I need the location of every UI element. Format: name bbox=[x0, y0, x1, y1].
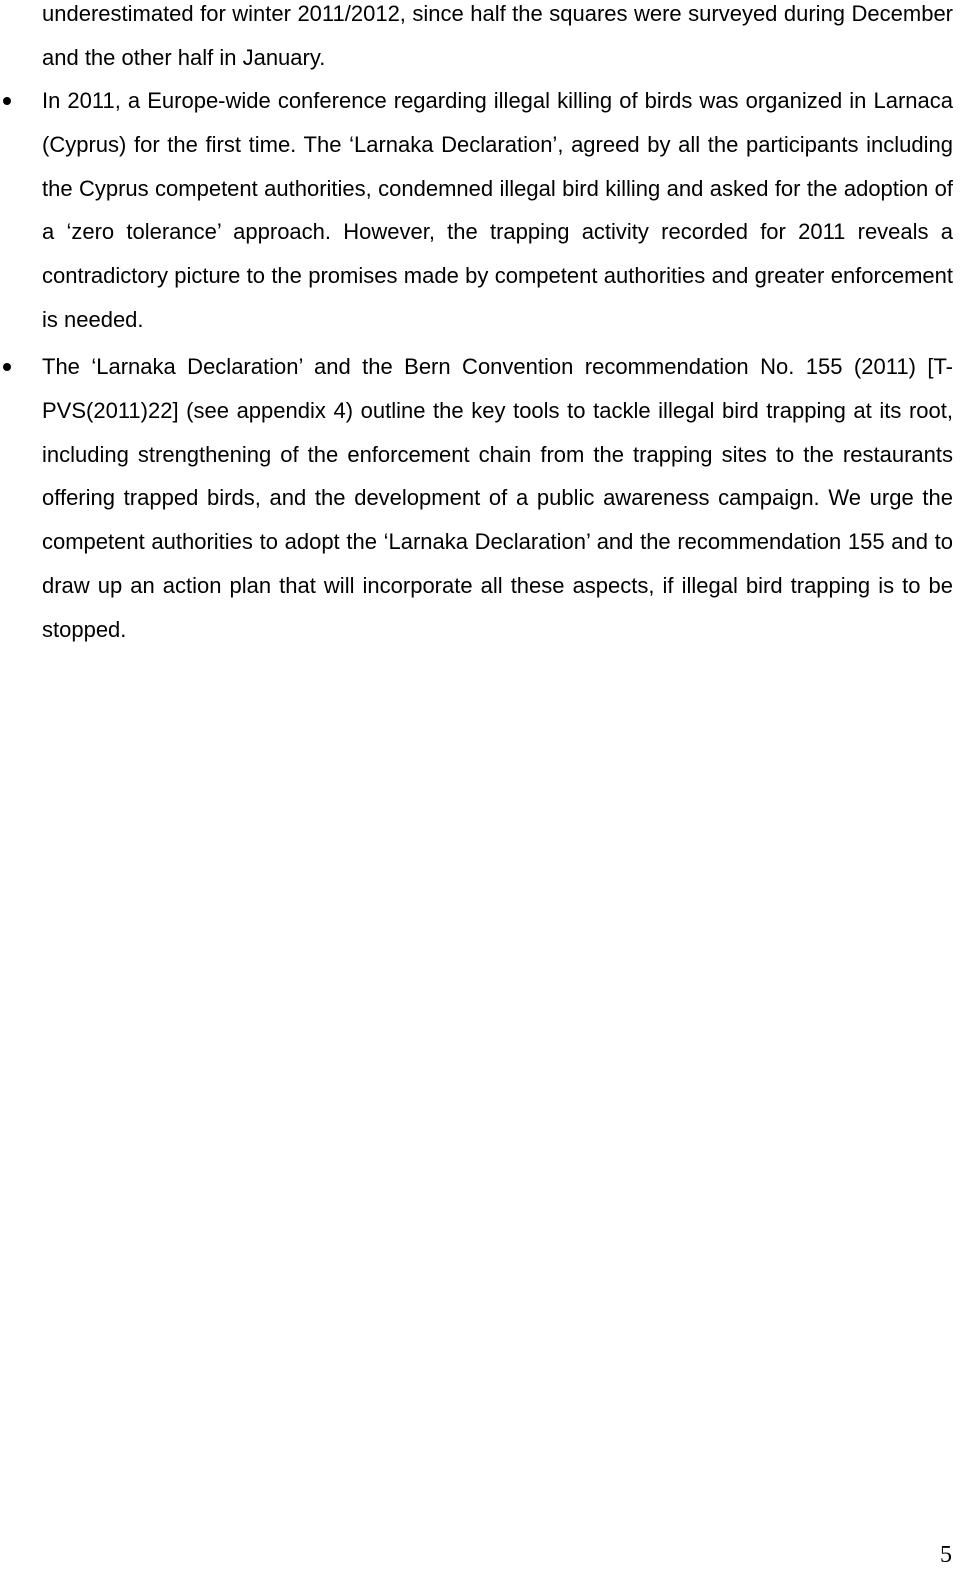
page-number: 5 bbox=[940, 1542, 952, 1568]
bullet-item-larnaca-conference: In 2011, a Europe-wide conference regarding illegal killing of birds was organized in Larnaca (Cyprus) for the first time. The ‘Larnaka Declaration’, agreed by all the participants including the Cyprus competent authorities, condemned illegal bird killing and asked for the adoption of a ‘zero tolerance’ approach. However, the trapping activity recorded for 2011 reveals a contradictory picture to the promises made by competent authorities and greater enforcement is needed. bbox=[42, 88, 953, 332]
bullet-icon bbox=[3, 97, 11, 105]
bullet-icon bbox=[3, 363, 11, 371]
continuation-paragraph: underestimated for winter 2011/2012, since half the squares were surveyed during December and the other half in January. bbox=[42, 1, 953, 70]
bullet-item-recommendation: The ‘Larnaka Declaration’ and the Bern Convention recommendation No. 155 (2011) [T-PVS(2011)22] (see appendix 4) outline the key tools to tackle illegal bird trapping at its root, including strengthening of the enforcement chain from the trapping sites to the restaurants offering trapped birds, and the development of a public awareness campaign. We urge the competent authorities to adopt the ‘Larnaka Declaration’ and the recommendation 155 and to draw up an action plan that will incorporate all these aspects, if illegal bird trapping is to be stopped. bbox=[42, 354, 953, 642]
